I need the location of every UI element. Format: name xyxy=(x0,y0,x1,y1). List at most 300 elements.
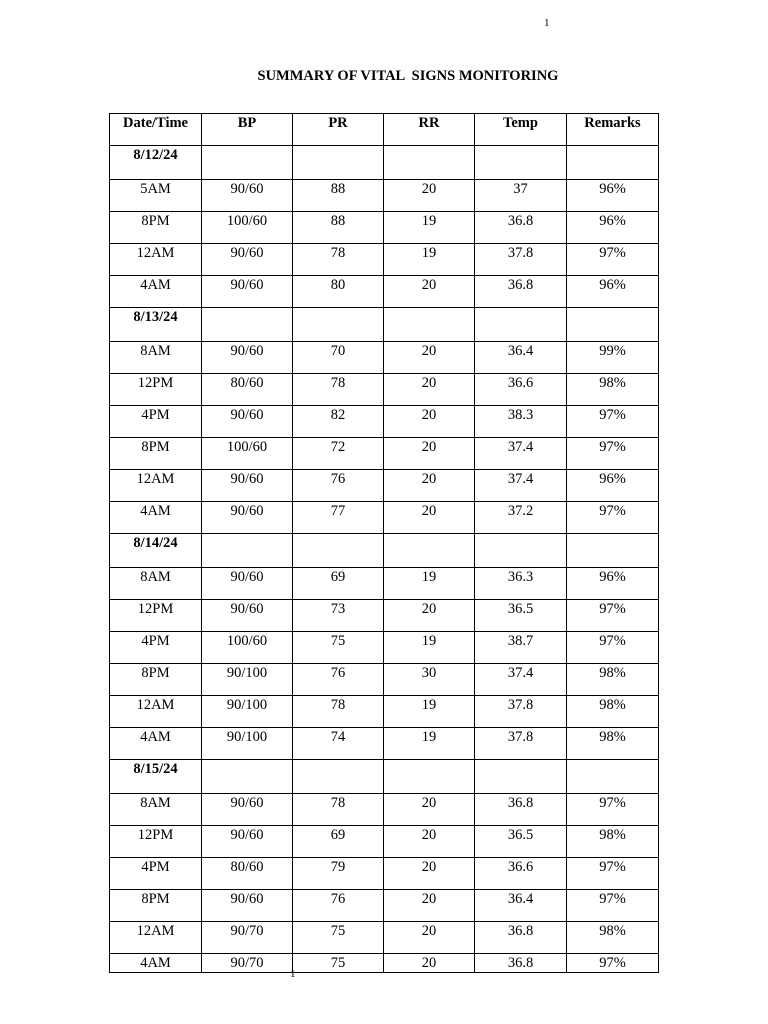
cell-value: 4PM xyxy=(141,859,170,875)
table-row xyxy=(110,180,659,212)
cell-value: 78 xyxy=(330,245,346,261)
empty-cell xyxy=(384,760,475,794)
table-cell xyxy=(567,502,659,534)
table-cell xyxy=(202,180,293,212)
cell-value: 36.8 xyxy=(507,955,534,971)
cell-value: 69 xyxy=(330,827,346,843)
cell-value: 36.4 xyxy=(507,343,534,359)
table-cell xyxy=(384,664,475,696)
cell-value: 96% xyxy=(599,181,626,197)
cell-value: 20 xyxy=(421,375,437,391)
cell-value: 97% xyxy=(599,601,626,617)
table-cell xyxy=(293,568,384,600)
table-cell xyxy=(202,826,293,858)
table-cell xyxy=(202,696,293,728)
cell-value: 36.5 xyxy=(507,601,534,617)
cell-value: 90/60 xyxy=(230,407,264,423)
table-cell xyxy=(110,342,202,374)
cell-value: 36.4 xyxy=(507,891,534,907)
table-cell xyxy=(202,922,293,954)
cell-value: 97% xyxy=(599,245,626,261)
table-cell xyxy=(567,342,659,374)
column-header-label: Date/Time xyxy=(123,115,188,131)
table-cell xyxy=(475,502,567,534)
column-header xyxy=(202,114,293,146)
cell-value: 90/100 xyxy=(226,729,268,745)
table-cell xyxy=(567,438,659,470)
cell-value: 12AM xyxy=(136,245,175,261)
cell-value: 37.8 xyxy=(507,697,534,713)
cell-value: 38.7 xyxy=(507,633,534,649)
column-header xyxy=(475,114,567,146)
table-cell xyxy=(475,600,567,632)
table-row xyxy=(110,600,659,632)
table-row xyxy=(110,922,659,954)
cell-value: 72 xyxy=(330,439,346,455)
cell-value: 74 xyxy=(330,729,346,745)
cell-value: 88 xyxy=(330,213,346,229)
cell-value: 8AM xyxy=(140,795,171,811)
cell-value: 78 xyxy=(330,375,346,391)
cell-value: 90/60 xyxy=(230,891,264,907)
empty-cell xyxy=(567,534,659,568)
cell-value: 90/60 xyxy=(230,503,264,519)
cell-value: 98% xyxy=(599,375,626,391)
empty-cell xyxy=(293,760,384,794)
page-number-top: 1 xyxy=(544,17,550,29)
cell-value: 8PM xyxy=(141,439,170,455)
table-cell xyxy=(202,664,293,696)
date-group-row xyxy=(110,308,659,342)
cell-value: 19 xyxy=(421,697,437,713)
table-cell xyxy=(293,374,384,406)
column-header-label: PR xyxy=(328,115,348,131)
cell-value: 75 xyxy=(330,955,346,971)
table-cell xyxy=(293,600,384,632)
cell-value: 37.4 xyxy=(507,665,534,681)
table-cell xyxy=(384,600,475,632)
empty-cell xyxy=(475,308,567,342)
table-cell xyxy=(475,374,567,406)
page-number-bottom: 1 xyxy=(290,968,296,980)
cell-value: 76 xyxy=(330,471,346,487)
table-cell xyxy=(202,470,293,502)
table-cell xyxy=(293,212,384,244)
table-row xyxy=(110,664,659,696)
empty-cell xyxy=(293,146,384,180)
cell-value: 78 xyxy=(330,697,346,713)
table-cell xyxy=(475,794,567,826)
table-cell xyxy=(293,244,384,276)
table-cell xyxy=(384,342,475,374)
cell-value: 90/100 xyxy=(226,665,268,681)
cell-value: 12PM xyxy=(137,827,174,843)
cell-value: 20 xyxy=(421,439,437,455)
column-header xyxy=(293,114,384,146)
cell-value: 97% xyxy=(599,633,626,649)
cell-value: 36.5 xyxy=(507,827,534,843)
table-row xyxy=(110,568,659,600)
cell-value: 19 xyxy=(421,569,437,585)
cell-value: 37.2 xyxy=(507,503,534,519)
table-cell xyxy=(202,342,293,374)
cell-value: 19 xyxy=(421,245,437,261)
table-row xyxy=(110,696,659,728)
table-cell xyxy=(202,954,293,973)
cell-value: 70 xyxy=(330,343,346,359)
column-header-label: RR xyxy=(418,115,440,131)
cell-value: 96% xyxy=(599,569,626,585)
table-row xyxy=(110,728,659,760)
page-title: SUMMARY OF VITAL SIGNS MONITORING xyxy=(257,68,559,84)
cell-value: 90/100 xyxy=(226,697,268,713)
table-cell xyxy=(384,890,475,922)
cell-value: 80/60 xyxy=(230,859,264,875)
column-header-label: Remarks xyxy=(584,115,641,131)
table-cell xyxy=(384,954,475,973)
table-cell xyxy=(567,470,659,502)
cell-value: 98% xyxy=(599,665,626,681)
column-header-label: Temp xyxy=(503,115,538,131)
cell-value: 8AM xyxy=(140,569,171,585)
table-cell xyxy=(475,632,567,664)
table-cell xyxy=(110,826,202,858)
table-cell xyxy=(567,244,659,276)
table-cell xyxy=(384,632,475,664)
cell-value: 73 xyxy=(330,601,346,617)
table-cell xyxy=(384,794,475,826)
table-row xyxy=(110,632,659,664)
table-cell xyxy=(110,696,202,728)
empty-cell xyxy=(475,146,567,180)
table-cell xyxy=(567,600,659,632)
table-body xyxy=(110,146,659,973)
cell-value: 20 xyxy=(421,859,437,875)
table-cell xyxy=(475,438,567,470)
table-cell xyxy=(567,794,659,826)
table-cell xyxy=(475,568,567,600)
cell-value: 100/60 xyxy=(226,633,268,649)
column-header xyxy=(110,114,202,146)
cell-value: 36.8 xyxy=(507,213,534,229)
table-cell xyxy=(567,406,659,438)
cell-value: 90/60 xyxy=(230,827,264,843)
table-cell xyxy=(475,922,567,954)
cell-value: 96% xyxy=(599,277,626,293)
cell-value: 4AM xyxy=(140,503,171,519)
table-cell xyxy=(202,728,293,760)
table-cell xyxy=(384,374,475,406)
table-cell xyxy=(110,664,202,696)
column-header xyxy=(567,114,659,146)
cell-value: 4PM xyxy=(141,407,170,423)
table-cell xyxy=(475,276,567,308)
date-label: 8/12/24 xyxy=(133,147,178,163)
date-cell xyxy=(110,308,202,342)
empty-cell xyxy=(293,308,384,342)
table-cell xyxy=(567,728,659,760)
table-cell xyxy=(384,922,475,954)
cell-value: 80/60 xyxy=(230,375,264,391)
table-cell xyxy=(567,664,659,696)
table-row xyxy=(110,406,659,438)
date-label: 8/14/24 xyxy=(133,535,178,551)
cell-value: 20 xyxy=(421,181,437,197)
cell-value: 12PM xyxy=(137,601,174,617)
table-cell xyxy=(384,568,475,600)
table-cell xyxy=(475,954,567,973)
cell-value: 37.8 xyxy=(507,729,534,745)
table-cell xyxy=(475,728,567,760)
table-cell xyxy=(293,858,384,890)
cell-value: 4AM xyxy=(140,729,171,745)
table-header-row xyxy=(110,114,659,146)
cell-value: 79 xyxy=(330,859,346,875)
table-cell xyxy=(384,470,475,502)
table-cell xyxy=(110,728,202,760)
table-cell xyxy=(110,858,202,890)
table-cell xyxy=(384,180,475,212)
table-cell xyxy=(202,406,293,438)
table-cell xyxy=(475,244,567,276)
cell-value: 12PM xyxy=(137,375,174,391)
cell-value: 4AM xyxy=(140,277,171,293)
table-cell xyxy=(567,212,659,244)
table-cell xyxy=(293,342,384,374)
table-cell xyxy=(384,728,475,760)
table-cell xyxy=(110,922,202,954)
table-cell xyxy=(384,406,475,438)
cell-value: 90/60 xyxy=(230,245,264,261)
cell-value: 20 xyxy=(421,955,437,971)
cell-value: 37.8 xyxy=(507,245,534,261)
cell-value: 90/60 xyxy=(230,277,264,293)
table-cell xyxy=(567,696,659,728)
table-row xyxy=(110,276,659,308)
table-cell xyxy=(475,470,567,502)
cell-value: 19 xyxy=(421,633,437,649)
table-cell xyxy=(293,890,384,922)
cell-value: 12AM xyxy=(136,923,175,939)
table-cell xyxy=(384,502,475,534)
cell-value: 97% xyxy=(599,407,626,423)
table-cell xyxy=(567,632,659,664)
empty-cell xyxy=(475,760,567,794)
table-cell xyxy=(110,406,202,438)
table-cell xyxy=(384,212,475,244)
table-cell xyxy=(110,180,202,212)
cell-value: 97% xyxy=(599,859,626,875)
table-cell xyxy=(110,470,202,502)
table-cell xyxy=(202,794,293,826)
date-label: 8/13/24 xyxy=(133,309,178,325)
table-cell xyxy=(202,632,293,664)
table-cell xyxy=(293,954,384,973)
empty-cell xyxy=(384,146,475,180)
table-cell xyxy=(110,276,202,308)
table-cell xyxy=(202,890,293,922)
table-cell xyxy=(384,244,475,276)
cell-value: 36.6 xyxy=(507,859,534,875)
table-cell xyxy=(110,502,202,534)
empty-cell xyxy=(567,760,659,794)
table-cell xyxy=(293,470,384,502)
table-cell xyxy=(110,438,202,470)
table-cell xyxy=(202,374,293,406)
table-cell xyxy=(202,600,293,632)
cell-value: 98% xyxy=(599,697,626,713)
table-cell xyxy=(202,212,293,244)
cell-value: 19 xyxy=(421,729,437,745)
table-cell xyxy=(293,276,384,308)
table-cell xyxy=(110,954,202,973)
table-cell xyxy=(110,794,202,826)
table-cell xyxy=(567,276,659,308)
table-row xyxy=(110,858,659,890)
table-row xyxy=(110,826,659,858)
cell-value: 97% xyxy=(599,439,626,455)
cell-value: 90/60 xyxy=(230,181,264,197)
table-cell xyxy=(475,212,567,244)
table-cell xyxy=(567,568,659,600)
table-cell xyxy=(110,374,202,406)
cell-value: 98% xyxy=(599,729,626,745)
table-cell xyxy=(567,954,659,973)
cell-value: 37 xyxy=(513,181,528,197)
table-cell xyxy=(475,406,567,438)
date-cell xyxy=(110,760,202,794)
table-cell xyxy=(567,922,659,954)
cell-value: 20 xyxy=(421,407,437,423)
cell-value: 76 xyxy=(330,665,346,681)
cell-value: 12AM xyxy=(136,697,175,713)
table-row xyxy=(110,438,659,470)
cell-value: 76 xyxy=(330,891,346,907)
cell-value: 97% xyxy=(599,503,626,519)
empty-cell xyxy=(384,308,475,342)
cell-value: 75 xyxy=(330,923,346,939)
empty-cell xyxy=(293,534,384,568)
table-cell xyxy=(475,826,567,858)
date-cell xyxy=(110,146,202,180)
table-cell xyxy=(567,374,659,406)
table-cell xyxy=(293,406,384,438)
table-cell xyxy=(384,276,475,308)
table-cell xyxy=(384,438,475,470)
cell-value: 36.8 xyxy=(507,277,534,293)
column-header xyxy=(384,114,475,146)
table-cell xyxy=(293,502,384,534)
table-cell xyxy=(567,826,659,858)
cell-value: 20 xyxy=(421,503,437,519)
table-cell xyxy=(567,890,659,922)
table-cell xyxy=(110,600,202,632)
cell-value: 38.3 xyxy=(507,407,534,423)
date-group-row xyxy=(110,534,659,568)
table-cell xyxy=(110,244,202,276)
cell-value: 98% xyxy=(599,923,626,939)
cell-value: 90/60 xyxy=(230,601,264,617)
cell-value: 97% xyxy=(599,891,626,907)
cell-value: 8PM xyxy=(141,891,170,907)
table-row xyxy=(110,890,659,922)
table-cell xyxy=(202,858,293,890)
cell-value: 90/60 xyxy=(230,795,264,811)
table-row xyxy=(110,794,659,826)
cell-value: 20 xyxy=(421,601,437,617)
table-cell xyxy=(202,502,293,534)
cell-value: 20 xyxy=(421,923,437,939)
cell-value: 8PM xyxy=(141,213,170,229)
table-row xyxy=(110,502,659,534)
table-cell xyxy=(567,180,659,212)
table-cell xyxy=(475,342,567,374)
cell-value: 82 xyxy=(330,407,346,423)
table-cell xyxy=(202,438,293,470)
table-cell xyxy=(475,180,567,212)
table-cell xyxy=(110,212,202,244)
table-cell xyxy=(202,276,293,308)
empty-cell xyxy=(202,146,293,180)
cell-value: 20 xyxy=(421,827,437,843)
cell-value: 69 xyxy=(330,569,346,585)
cell-value: 96% xyxy=(599,213,626,229)
table-cell xyxy=(384,826,475,858)
vital-signs-table xyxy=(109,113,659,973)
cell-value: 75 xyxy=(330,633,346,649)
table-cell xyxy=(567,858,659,890)
cell-value: 80 xyxy=(330,277,346,293)
date-group-row xyxy=(110,146,659,180)
table-cell xyxy=(202,244,293,276)
table-cell xyxy=(110,890,202,922)
cell-value: 5AM xyxy=(140,181,171,197)
table-cell xyxy=(110,568,202,600)
cell-value: 77 xyxy=(330,503,346,519)
empty-cell xyxy=(567,146,659,180)
table-row xyxy=(110,244,659,276)
table-cell xyxy=(293,180,384,212)
cell-value: 4PM xyxy=(141,633,170,649)
cell-value: 20 xyxy=(421,795,437,811)
table-row xyxy=(110,374,659,406)
cell-value: 90/60 xyxy=(230,471,264,487)
cell-value: 30 xyxy=(421,665,437,681)
cell-value: 36.6 xyxy=(507,375,534,391)
table-cell xyxy=(293,826,384,858)
cell-value: 20 xyxy=(421,343,437,359)
table-cell xyxy=(384,696,475,728)
cell-value: 12AM xyxy=(136,471,175,487)
cell-value: 96% xyxy=(599,471,626,487)
table-cell xyxy=(293,632,384,664)
cell-value: 97% xyxy=(599,955,626,971)
cell-value: 8PM xyxy=(141,665,170,681)
empty-cell xyxy=(202,308,293,342)
cell-value: 97% xyxy=(599,795,626,811)
table-cell xyxy=(293,794,384,826)
cell-value: 37.4 xyxy=(507,471,534,487)
date-group-row xyxy=(110,760,659,794)
table-row xyxy=(110,954,659,973)
table-cell xyxy=(293,696,384,728)
cell-value: 36.3 xyxy=(507,569,534,585)
cell-value: 90/70 xyxy=(230,923,264,939)
cell-value: 98% xyxy=(599,827,626,843)
table-cell xyxy=(293,438,384,470)
column-header-label: BP xyxy=(237,115,257,131)
empty-cell xyxy=(202,760,293,794)
